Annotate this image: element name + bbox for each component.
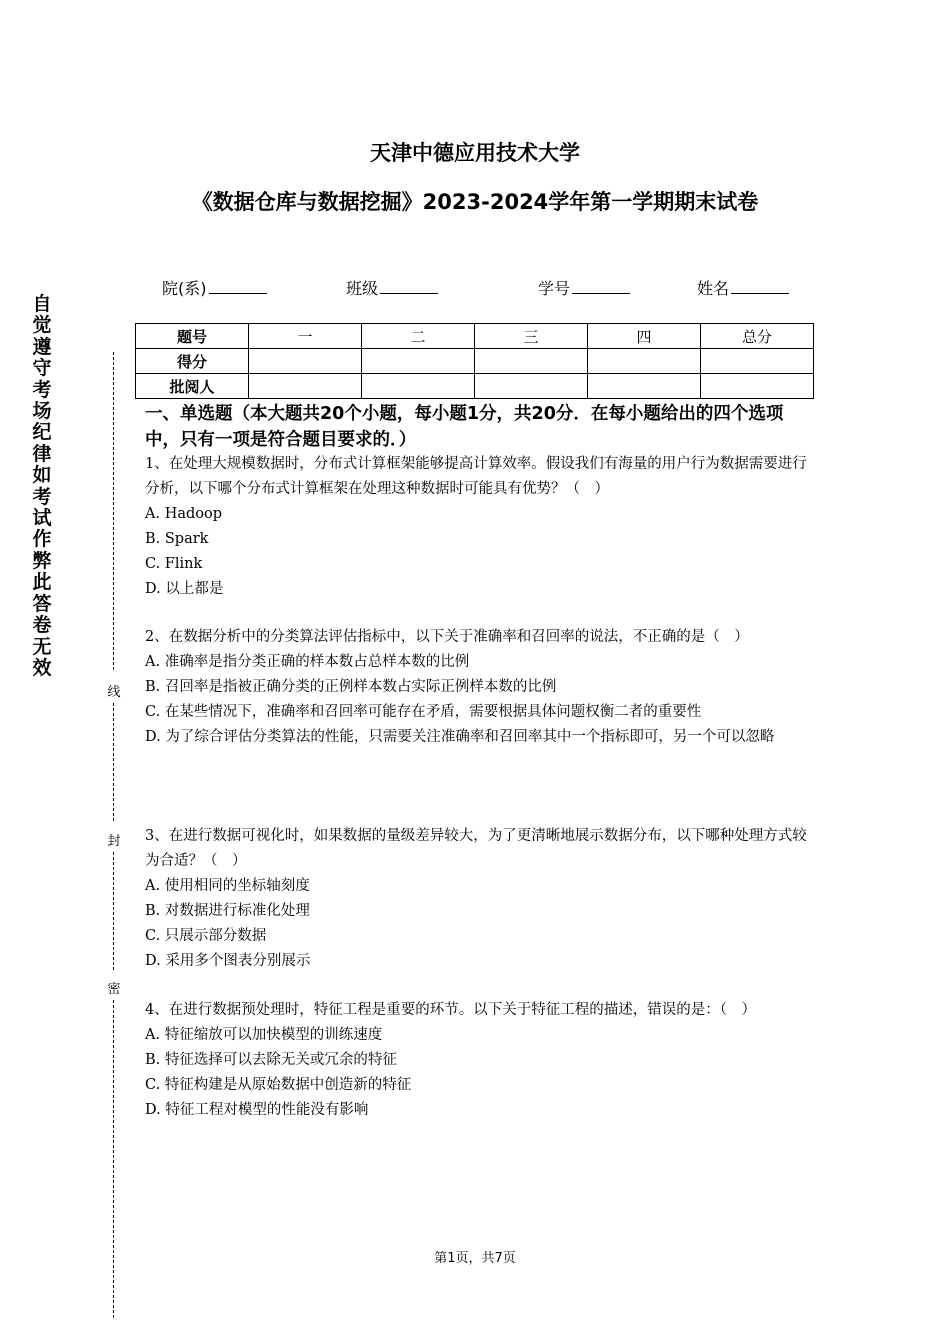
question-option: C. 在某些情况下，准确率和召回率可能存在矛盾，需要根据具体问题权衡二者的重要性 bbox=[145, 704, 702, 720]
question-option: C. 特征构建是从原始数据中创造新的特征 bbox=[145, 1077, 412, 1093]
binding-dashed-line bbox=[113, 352, 114, 670]
score-cell bbox=[588, 374, 701, 399]
blank-line bbox=[731, 277, 789, 294]
score-column-header: 三 bbox=[475, 324, 588, 349]
score-cell bbox=[475, 374, 588, 399]
score-row-header: 得分 bbox=[136, 349, 249, 374]
score-cell bbox=[249, 374, 362, 399]
score-cell bbox=[588, 349, 701, 374]
binding-label-seal: 封 bbox=[107, 834, 121, 849]
question-stem: 4、在进行数据预处理时，特征工程是重要的环节。以下关于特征工程的描述，错误的是：（ ） bbox=[145, 1002, 756, 1018]
score-cell bbox=[362, 349, 475, 374]
question-option: B. 对数据进行标准化处理 bbox=[145, 903, 310, 919]
question-stem: 1、在处理大规模数据时，分布式计算框架能够提高计算效率。假设我们有海量的用户行为数据需要进行分析，以下哪个分布式计算框架在处理这种数据时可能具有优势？（ ） bbox=[145, 456, 807, 497]
question-1 bbox=[145, 452, 813, 602]
binding-dashed-line bbox=[113, 703, 114, 821]
question-option: D. 采用多个图表分别展示 bbox=[145, 953, 311, 969]
score-row-header: 批阅人 bbox=[136, 374, 249, 399]
question-option: B. 特征选择可以去除无关或冗余的特征 bbox=[145, 1052, 397, 1068]
score-cell bbox=[701, 349, 814, 374]
info-field-department bbox=[162, 276, 267, 299]
score-table-row bbox=[136, 324, 814, 349]
question-option: D. 以上都是 bbox=[145, 581, 224, 597]
question-option: C. 只展示部分数据 bbox=[145, 928, 267, 944]
binding-label-secret: 密 bbox=[107, 982, 121, 997]
question-option: A. 准确率是指分类正确的样本数占总样本数的比例 bbox=[145, 654, 470, 670]
university-title: 天津中德应用技术大学 bbox=[370, 141, 580, 165]
binding-label-line: 线 bbox=[107, 685, 121, 700]
score-table-row bbox=[136, 349, 814, 374]
score-cell bbox=[475, 349, 588, 374]
question-option: D. 为了综合评估分类算法的性能，只需要关注准确率和召回率其中一个指标即可，另一个可以忽略 bbox=[145, 729, 775, 745]
score-column-header: 二 bbox=[362, 324, 475, 349]
side-notice: 自觉遵守考场纪律如考试作弊此答卷无效 bbox=[32, 293, 52, 679]
question-stem: 3、在进行数据可视化时，如果数据的量级差异较大，为了更清晰地展示数据分布，以下哪种处理方式较为合适？（ ） bbox=[145, 828, 807, 869]
info-label: 学号 bbox=[538, 279, 571, 298]
blank-line bbox=[572, 277, 630, 294]
section-title: 一、单选题（本大题共20个小题，每小题1分，共20分．在每小题给出的四个选项中，只有一项是符合题目要求的．） bbox=[145, 404, 784, 450]
question-option: A. 使用相同的坐标轴刻度 bbox=[145, 878, 310, 894]
binding-dashed-line bbox=[113, 1000, 114, 1318]
question-option: A. 特征缩放可以加快模型的训练速度 bbox=[145, 1027, 383, 1043]
score-column-header: 四 bbox=[588, 324, 701, 349]
score-table bbox=[135, 323, 814, 399]
info-label: 院(系) bbox=[162, 279, 207, 298]
score-column-header: 总分 bbox=[701, 324, 814, 349]
score-row-header: 题号 bbox=[136, 324, 249, 349]
info-field-student-id bbox=[538, 276, 630, 299]
question-4 bbox=[145, 998, 813, 1123]
score-table-row bbox=[136, 374, 814, 399]
score-column-header: 一 bbox=[249, 324, 362, 349]
info-field-name bbox=[697, 276, 789, 299]
question-option: D. 特征工程对模型的性能没有影响 bbox=[145, 1102, 369, 1118]
score-cell bbox=[249, 349, 362, 374]
blank-line bbox=[209, 277, 267, 294]
score-cell bbox=[362, 374, 475, 399]
question-option: A. Hadoop bbox=[145, 506, 223, 522]
question-option: B. Spark bbox=[145, 531, 209, 547]
blank-line bbox=[380, 277, 438, 294]
question-option: C. Flink bbox=[145, 556, 203, 572]
question-3 bbox=[145, 824, 813, 974]
page-footer: 第1页，共7页 bbox=[434, 1251, 516, 1266]
question-2 bbox=[145, 625, 813, 750]
score-cell bbox=[701, 374, 814, 399]
question-option: B. 召回率是指被正确分类的正例样本数占实际正例样本数的比例 bbox=[145, 679, 557, 695]
binding-dashed-line bbox=[113, 852, 114, 970]
info-field-class bbox=[346, 276, 438, 299]
info-label: 姓名 bbox=[697, 279, 730, 298]
exam-title: 《数据仓库与数据挖掘》2023-2024学年第一学期期末试卷 bbox=[191, 190, 759, 214]
question-stem: 2、在数据分析中的分类算法评估指标中，以下关于准确率和召回率的说法，不正确的是（ ） bbox=[145, 629, 749, 645]
info-label: 班级 bbox=[346, 279, 379, 298]
